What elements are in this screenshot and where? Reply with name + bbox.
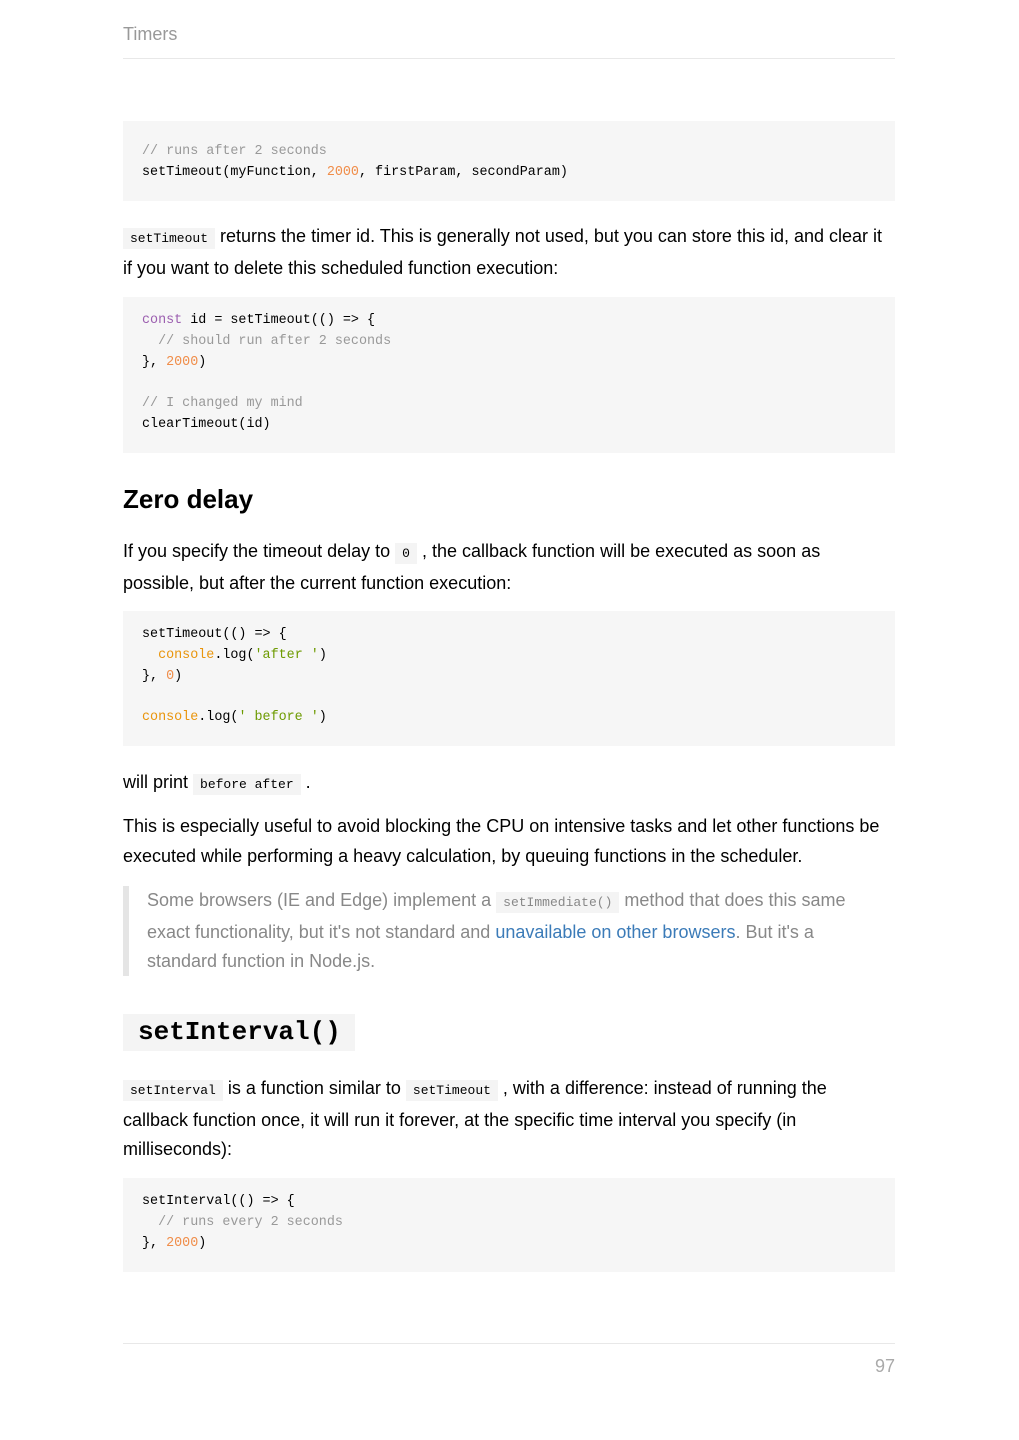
code-line (142, 625, 876, 646)
inline-code: setTimeout (123, 228, 215, 249)
paragraph-text: is a function similar to (222, 1078, 406, 1098)
paragraph-text: , with a difference: instead of running the callback function once, it will run it forever, at the specific time interval you specify (in milliseconds): (123, 1078, 827, 1160)
code-text: setTimeout(myFunction, (142, 164, 327, 180)
code-text: .log( (198, 710, 239, 726)
page-number: 97 (874, 1356, 895, 1376)
paragraph-will-print (123, 768, 895, 800)
code-text: ) (318, 710, 327, 726)
code-number: 2000 (166, 354, 199, 370)
paragraph-text: . (300, 772, 311, 792)
code-block-zero-delay (123, 611, 895, 746)
code-comment: // I changed my mind (142, 396, 303, 412)
code-line (142, 163, 876, 184)
code-comment: // runs after 2 seconds (142, 144, 327, 159)
code-text: ) (318, 647, 327, 663)
code-text: setTimeout(() => { (142, 627, 287, 642)
code-line (142, 415, 876, 436)
code-text: ) (174, 668, 183, 684)
code-indent (142, 648, 158, 663)
footer-divider (123, 1343, 895, 1344)
code-keyword: const (142, 313, 183, 328)
code-line-blank (142, 687, 876, 708)
code-text: , firstParam, secondParam) (358, 164, 568, 180)
inline-code: setTimeout (406, 1080, 498, 1101)
quote-text: method that does this same exact functionality, but it's not standard and (147, 890, 846, 942)
code-line (142, 394, 876, 415)
code-line (142, 1213, 876, 1234)
link-unavailable-browsers[interactable]: unavailable on other browsers (495, 921, 736, 942)
code-number: 0 (166, 668, 175, 684)
paragraph-text: If you specify the timeout delay to (123, 541, 396, 561)
code-line (142, 311, 876, 332)
quote-text: Some browsers (IE and Edge) implement a (147, 890, 497, 910)
code-text: ) (198, 354, 207, 370)
code-string: ' before ' (238, 710, 319, 726)
code-text: clearTimeout(id) (142, 416, 271, 432)
heading-setinterval: setInterval() (123, 1014, 355, 1051)
code-line (142, 667, 876, 688)
header-divider (123, 58, 895, 59)
blockquote-text (147, 886, 887, 977)
inline-code: setInterval (123, 1080, 223, 1101)
code-object: console (158, 647, 215, 663)
code-block-settimeout-params (123, 121, 895, 201)
code-line (142, 646, 876, 667)
heading-zero-delay: Zero delay (123, 484, 254, 514)
code-line (142, 1192, 876, 1213)
code-text: }, (142, 354, 167, 370)
code-text: setInterval(() => { (142, 1194, 295, 1209)
code-line (142, 353, 876, 374)
blockquote-setimmediate (123, 886, 895, 976)
code-comment: // should run after 2 seconds (142, 333, 392, 349)
code-text: id = setTimeout(() => { (182, 313, 376, 328)
paragraph-useful: This is especially useful to avoid blocking the CPU on intensive tasks and let other functions be executed while performing a heavy calculation, by queuing functions in the scheduler. (123, 816, 880, 866)
quote-text: . But it's a standard function in Node.js. (147, 921, 814, 972)
code-text: ) (198, 1235, 207, 1251)
code-text: }, (142, 1235, 167, 1251)
paragraph-setinterval (123, 1074, 895, 1165)
paragraph-text: will print (123, 772, 194, 792)
paragraph-text: , the callback function will be executed as soon as possible, but after the current function execution: (123, 541, 821, 593)
code-number: 2000 (326, 164, 359, 180)
paragraph-timer-id (123, 222, 895, 283)
code-comment: // runs every 2 seconds (142, 1214, 343, 1230)
code-line-blank (142, 373, 876, 394)
code-string: 'after ' (254, 647, 319, 663)
code-number: 2000 (166, 1235, 199, 1251)
running-header: Timers (123, 24, 178, 44)
paragraph-text: returns the timer id. This is generally not used, but you can store this id, and clear it if you want to delete this scheduled function execution: (123, 226, 883, 278)
code-line (142, 1234, 876, 1255)
inline-code: before after (193, 774, 301, 795)
code-object: console (142, 710, 199, 726)
code-text: }, (142, 668, 167, 684)
code-block-setinterval (123, 1178, 895, 1272)
code-line (142, 332, 876, 353)
code-line (142, 708, 876, 729)
code-text: .log( (214, 647, 255, 663)
code-line (142, 142, 876, 163)
paragraph-zero-delay (123, 537, 895, 598)
code-block-cleartimeout (123, 297, 895, 453)
inline-code: setImmediate() (496, 892, 619, 913)
inline-code: 0 (395, 543, 417, 564)
